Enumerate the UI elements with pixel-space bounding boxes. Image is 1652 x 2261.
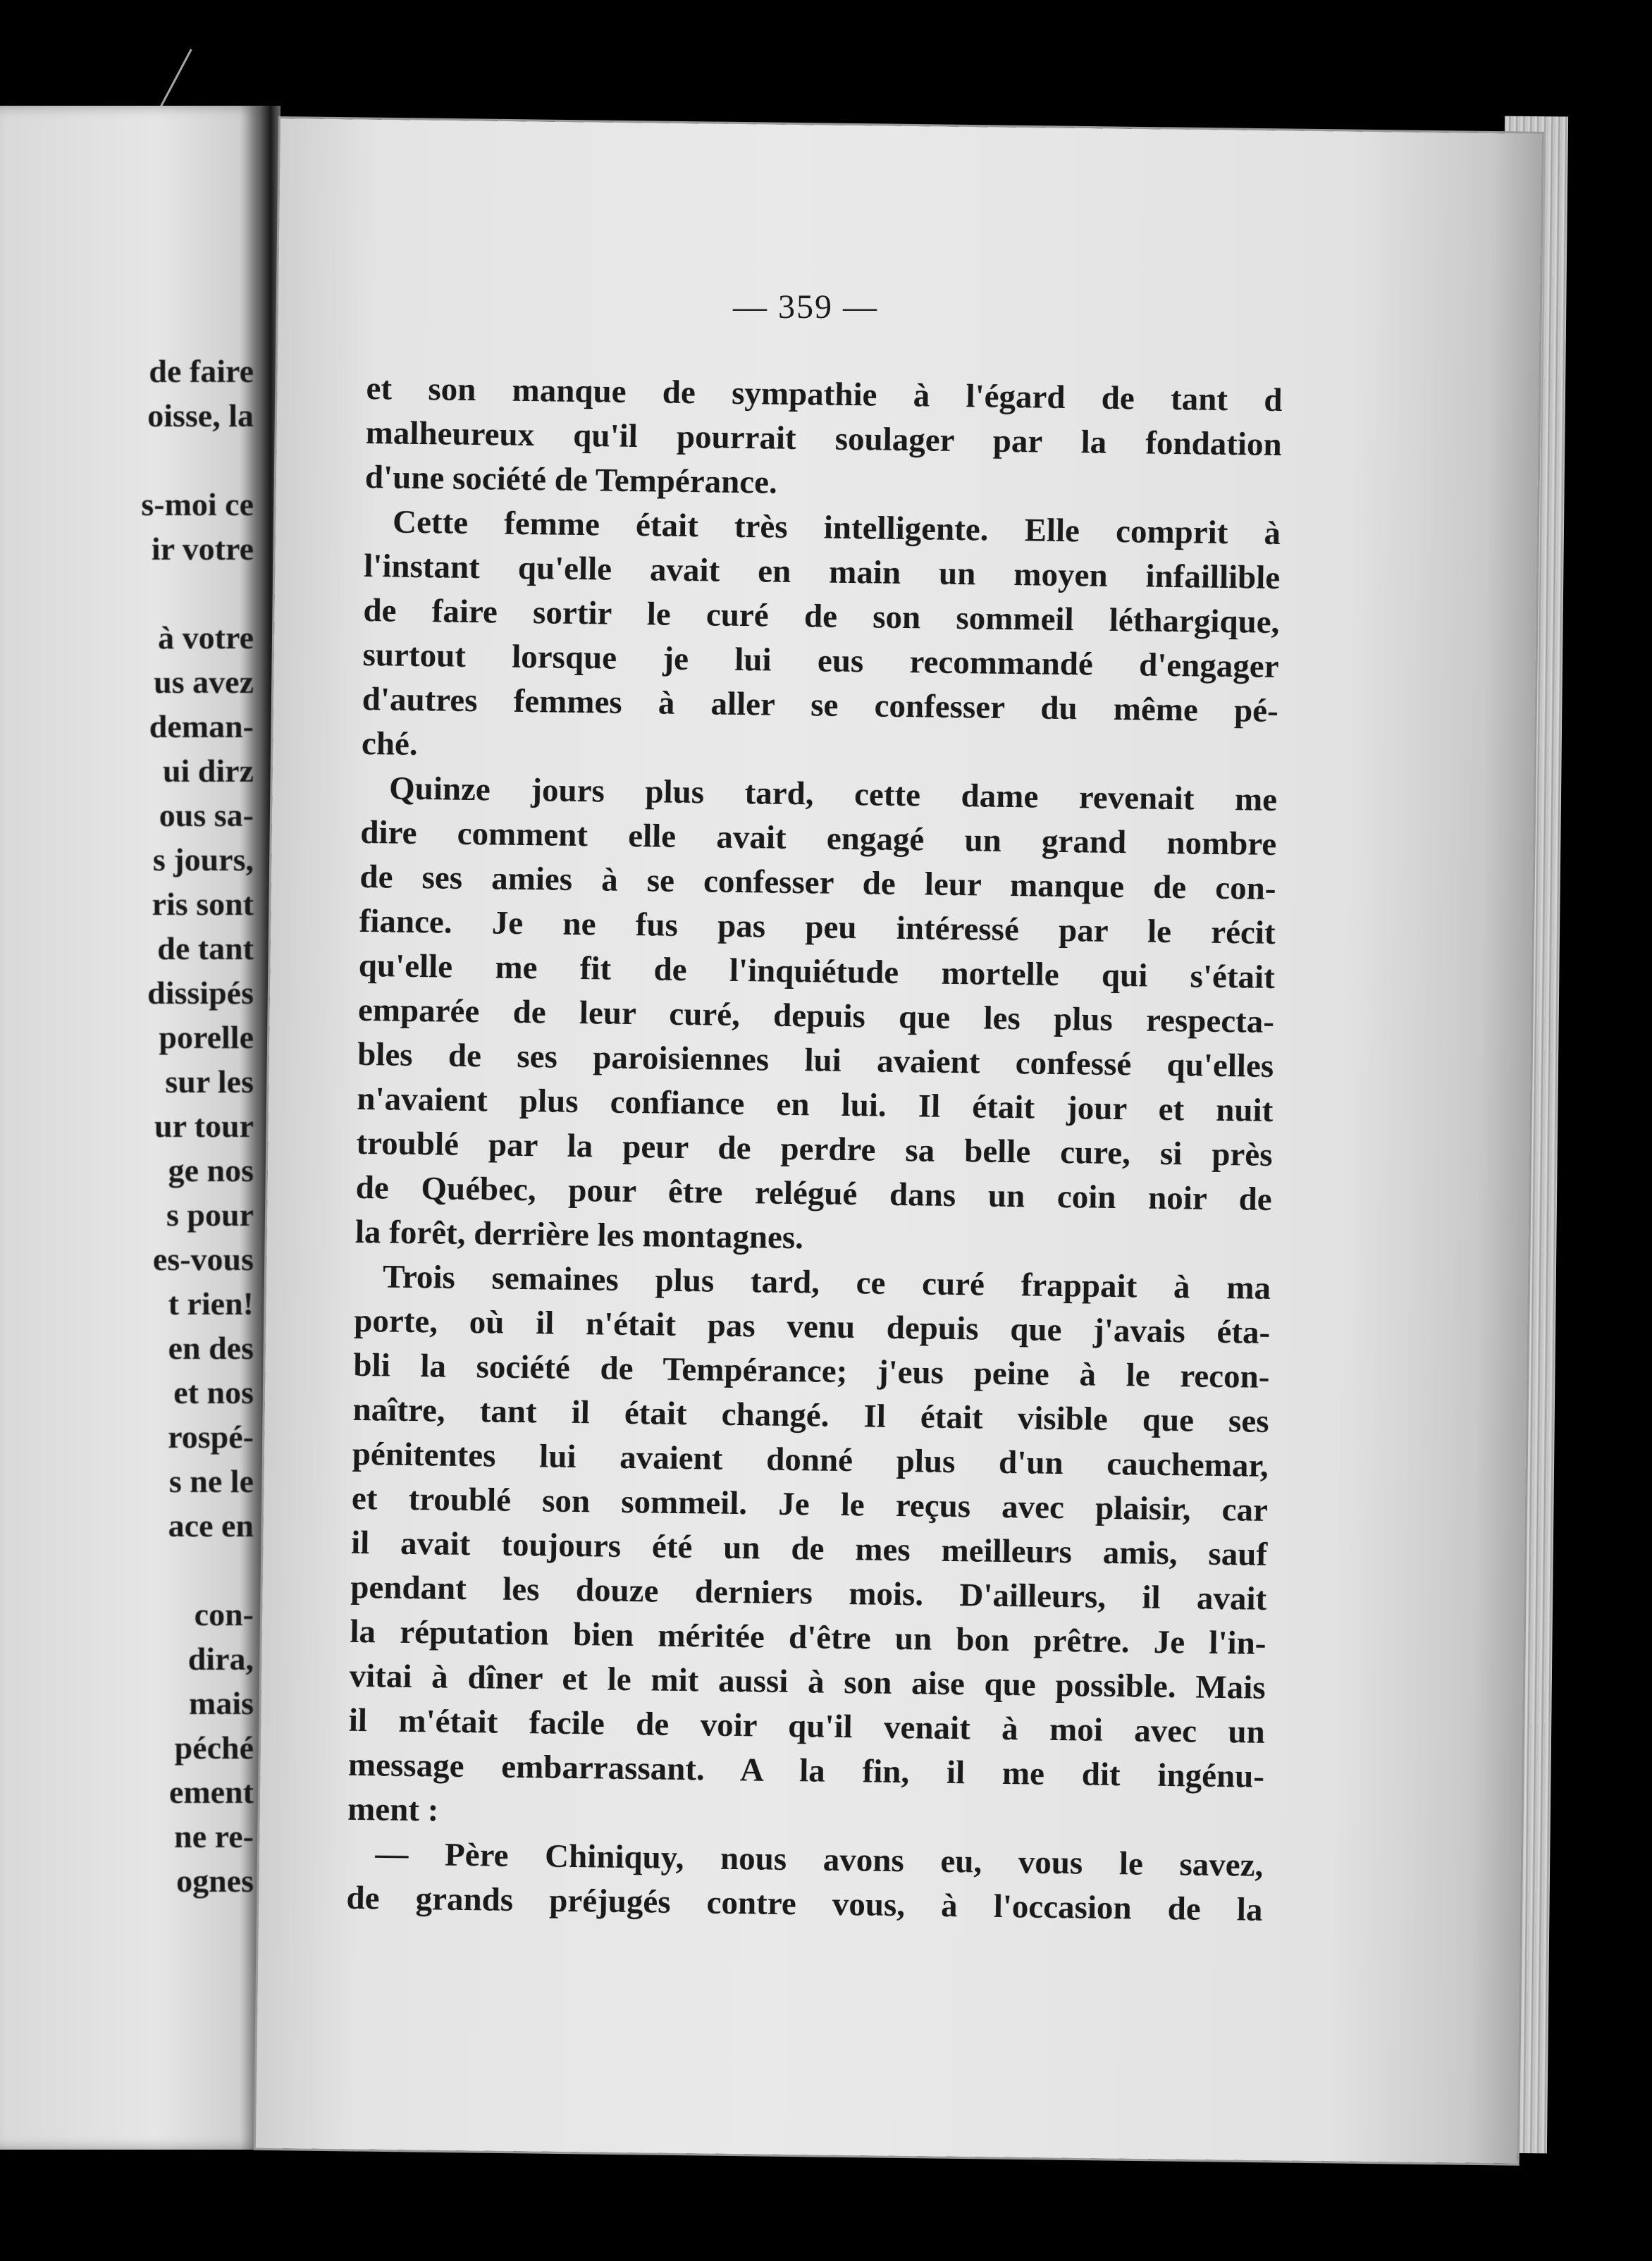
previous-page-line: rospé-: [168, 1419, 254, 1455]
previous-page-line: péché: [174, 1730, 254, 1766]
text-line: n'avaient plus confiance en lui. Il était jour et nuit: [357, 1080, 1274, 1129]
text-line: surtout lorsque je lui eus recommandé d'engager: [362, 636, 1279, 685]
text-line: vitai à dîner et le mit aussi à son aise que possible. Mais: [349, 1657, 1266, 1706]
text-line: de ses amies à se confesser de leur manque de con-: [359, 858, 1276, 907]
previous-page-line: oisse, la: [147, 398, 254, 433]
previous-page-line: s pour: [166, 1197, 254, 1233]
previous-page-line: et nos: [173, 1374, 254, 1410]
previous-page-line: ous sa-: [159, 797, 254, 833]
previous-page-line: de tant: [157, 930, 254, 966]
previous-page-line: s jours,: [152, 842, 254, 877]
previous-page-line: deman-: [149, 708, 254, 744]
previous-page-line: ognes: [176, 1863, 254, 1899]
text-line: dire comment elle avait engagé un grand nombre: [360, 813, 1277, 863]
previous-page: [0, 106, 261, 2150]
previous-page-line: [0, 438, 254, 482]
text-line: emparée de leur curé, depuis que les plus respecta-: [357, 991, 1275, 1040]
previous-page-line: s ne le: [168, 1463, 254, 1499]
text-line: et son manque de sympathie à l'égard de tant d: [366, 369, 1283, 419]
previous-page-line: t rien!: [168, 1286, 254, 1322]
text-line: de Québec, pour être relégué dans un coin noir de: [355, 1169, 1272, 1218]
previous-page-line: ge nos: [168, 1152, 254, 1188]
text-line: Trois semaines plus tard, ce curé frappait à ma: [382, 1258, 1271, 1307]
text-line: ché.: [361, 725, 418, 763]
text-line: bles de ses paroisiennes lui avaient confessé qu'elles: [357, 1035, 1274, 1085]
previous-page-text: [0, 349, 254, 1903]
text-line: et troublé son sommeil. Je le reçus avec plaisir, car: [351, 1479, 1269, 1529]
previous-page-line: ir votre: [151, 531, 254, 567]
text-line: malheureux qu'il pourrait soulager par la fondation: [365, 414, 1282, 464]
page-body-text: [346, 366, 1283, 1933]
text-line: Quinze jours plus tard, cette dame revenait me: [388, 770, 1278, 818]
text-line: porte, où il n'était pas venu depuis que j'avais éta-: [353, 1302, 1271, 1351]
text-line: fiance. Je ne fus pas peu intéressé par le récit: [359, 902, 1276, 951]
previous-page-line: [0, 1548, 254, 1592]
previous-page-line: [0, 571, 254, 615]
text-line: bli la société de Tempérance; j'eus peine à le recon-: [353, 1346, 1270, 1396]
previous-page-line: ur tour: [154, 1108, 254, 1144]
previous-page-line: ris sont: [152, 886, 254, 922]
text-line: troublé par la peur de perdre sa belle cure, si près: [356, 1124, 1273, 1173]
previous-page-line: ement: [168, 1774, 254, 1810]
text-line: pendant les douze derniers mois. D'ailleurs, il avait: [350, 1568, 1267, 1618]
text-line: ment :: [347, 1790, 439, 1829]
text-line: message embarrassant. A la fin, il me dit ingénu-: [347, 1746, 1265, 1795]
previous-page-line: porelle: [159, 1019, 254, 1055]
previous-page-line: sur les: [165, 1064, 254, 1099]
previous-page-line: s-moi ce: [141, 486, 254, 522]
text-line: de grands préjugés contre vous, à l'occasion de la: [346, 1879, 1263, 1928]
text-line: pénitentes lui avaient donné plus d'un cauchemar,: [352, 1435, 1269, 1484]
previous-page-line: de faire: [149, 353, 254, 389]
text-line: la réputation bien méritée d'être un bon prêtre. Je l'in-: [350, 1613, 1266, 1662]
previous-page-line: mais: [189, 1685, 254, 1721]
text-line: naître, tant il était changé. Il était visible que ses: [352, 1391, 1269, 1440]
previous-page-line: dira,: [187, 1641, 254, 1677]
page-number: — 359 —: [733, 288, 878, 326]
previous-page-line: ace en: [168, 1508, 254, 1544]
previous-page-line: con-: [194, 1596, 254, 1632]
text-line: la forêt, derrière les montagnes.: [355, 1213, 804, 1257]
text-line: l'instant qu'elle avait en main un moyen infaillible: [363, 547, 1281, 596]
text-line: il avait toujours été un de mes meilleurs amis, sauf: [350, 1524, 1268, 1573]
text-line: d'une société de Tempérance.: [364, 458, 778, 501]
previous-page-line: à votre: [158, 620, 254, 655]
text-line: il m'était facile de voir qu'il venait à moi avec un: [348, 1701, 1266, 1751]
text-line: qu'elle me fit de l'inquiétude mortelle qui s'était: [358, 947, 1276, 996]
text-line: d'autres femmes à aller se confesser du même pé-: [362, 680, 1279, 729]
text-line: de faire sortir le curé de son sommeil léthargique,: [363, 591, 1280, 641]
previous-page-line: us avez: [154, 664, 254, 700]
previous-page-line: ui dirz: [162, 753, 254, 789]
text-line: Cette femme était très intelligente. Elle comprit à: [392, 503, 1281, 552]
previous-page-line: ne re-: [174, 1818, 254, 1854]
text-line: — Père Chiniquy, nous avons eu, vous le savez,: [375, 1835, 1264, 1884]
previous-page-line: en des: [168, 1330, 254, 1366]
previous-page-line: es-vous: [152, 1241, 254, 1277]
previous-page-line: dissipés: [147, 975, 254, 1011]
